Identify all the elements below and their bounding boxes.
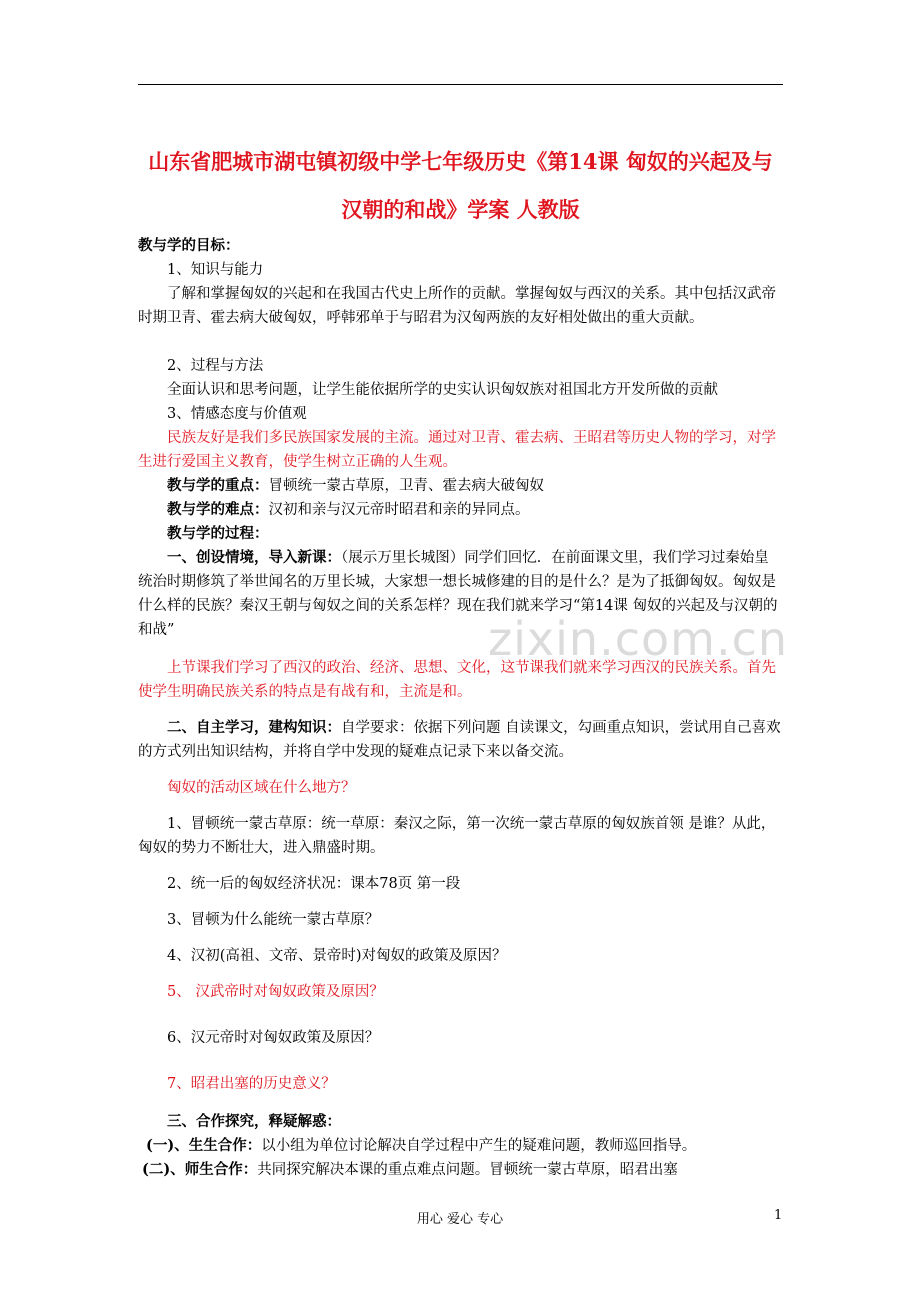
coop-2 xyxy=(138,1158,783,1182)
key-point xyxy=(138,474,783,498)
page-footer: 用心 爱心 专心 xyxy=(416,1212,504,1227)
question-1: 1、冒顿统一蒙古草原：统一草原：秦汉之际，第一次统一蒙古草原的匈奴族首领 是谁？从此，匈奴的势力不断壮大，进入鼎盛时期。 xyxy=(138,816,776,856)
question-0: 匈奴的活动区域在什么地方？ xyxy=(167,780,356,796)
section2-text: 自学要求：依据下列问题 自读课文，勾画重点知识，尝试用自己喜欢的方式列出知识结构，并将自学中发现的疑难点记录下来以备交流。 xyxy=(138,720,781,760)
question-2: 2、统一后的匈奴经济状况：课本78页 第一段 xyxy=(167,876,461,892)
coop1-text: 以小组为单位讨论解决自学过程中产生的疑难问题，教师巡回指导。 xyxy=(261,1138,697,1154)
section3-heading: 三、合作探究，释疑解惑： xyxy=(167,1113,341,1130)
key-label: 教与学的重点： xyxy=(167,477,269,494)
coop-1 xyxy=(138,1134,783,1158)
question-3: 3、冒顿为什么能统一蒙古草原？ xyxy=(167,912,380,928)
diff-text: 汉初和亲与汉元帝时昭君和亲的异同点。 xyxy=(268,502,530,518)
page-number: 1 xyxy=(774,1208,783,1223)
section2 xyxy=(138,716,783,764)
process-heading: 教与学的过程： xyxy=(167,525,269,542)
goal1-text: 了解和掌握匈奴的兴起和在我国古代史上所作的贡献。掌握匈奴与西汉的关系。其中包括汉武帝时期卫青、霍去病大破匈奴，呼韩邪单于与昭君为汉匈两族的友好相处做出的重大贡献。 xyxy=(138,286,776,326)
question-5: 5、 汉武帝时对匈奴政策及原因？ xyxy=(167,984,384,1000)
question-4: 4、汉初(高祖、文帝、景帝时)对匈奴的政策及原因？ xyxy=(167,948,507,964)
difficulty-point xyxy=(138,498,783,522)
goals-heading: 教与学的目标： xyxy=(138,237,240,254)
coop2-label: (二)、师生合作： xyxy=(142,1161,258,1178)
doc-title-line2: 汉朝的和战》学案 人教版 xyxy=(341,197,580,222)
diff-label: 教与学的难点： xyxy=(167,501,269,518)
section1-red-text: 上节课我们学习了西汉的政治、经济、思想、文化，这节课我们就来学习西汉的民族关系。首先使学生明确民族关系的特点是有战有和，主流是和。 xyxy=(138,660,776,700)
coop1-label: (一)、生生合作： xyxy=(146,1137,262,1154)
section1-text: （展示万里长城图）同学们回忆．在前面课文里，我们学习过秦始皇统治时期修筑了举世闻名的万里长城，大家想一想长城修建的目的是什么？是为了抵御匈奴。匈奴是什么样的民族？秦汉王朝与匈奴之间的关系怎样？现在我们就来学习“第14课 匈奴的兴起及与汉朝的和战” xyxy=(138,550,778,638)
question-7: 7、昭君出塞的历史意义？ xyxy=(167,1076,336,1092)
doc-title-line1: 山东省肥城市湖屯镇初级中学七年级历史《第14课 匈奴的兴起及与 xyxy=(148,149,773,174)
question-6: 6、汉元帝时对匈奴政策及原因？ xyxy=(167,1030,380,1046)
key-text: 冒顿统一蒙古草原，卫青、霍去病大破匈奴 xyxy=(268,478,544,494)
section1-label: 一、创设情境，导入新课： xyxy=(167,549,341,566)
goal3-text: 民族友好是我们多民族国家发展的主流。通过对卫青、霍去病、王昭君等历史人物的学习，对学生进行爱国主义教育，使学生树立正确的人生观。 xyxy=(138,430,776,470)
coop2-text: 共同探究解决本课的重点难点问题。冒顿统一蒙古草原，昭君出塞 xyxy=(257,1162,678,1178)
goal2-text: 全面认识和思考问题，让学生能依据所学的史实认识匈奴族对祖国北方开发所做的贡献 xyxy=(167,382,718,398)
goal2-heading: 2、过程与方法 xyxy=(167,358,264,374)
header-rule xyxy=(138,84,783,85)
goal3-heading: 3、情感态度与价值观 xyxy=(167,406,307,422)
goal1-heading: 1、知识与能力 xyxy=(167,262,264,278)
section2-label: 二、自主学习，建构知识： xyxy=(167,719,341,736)
watermark: zixin.com.cn xyxy=(488,612,789,666)
